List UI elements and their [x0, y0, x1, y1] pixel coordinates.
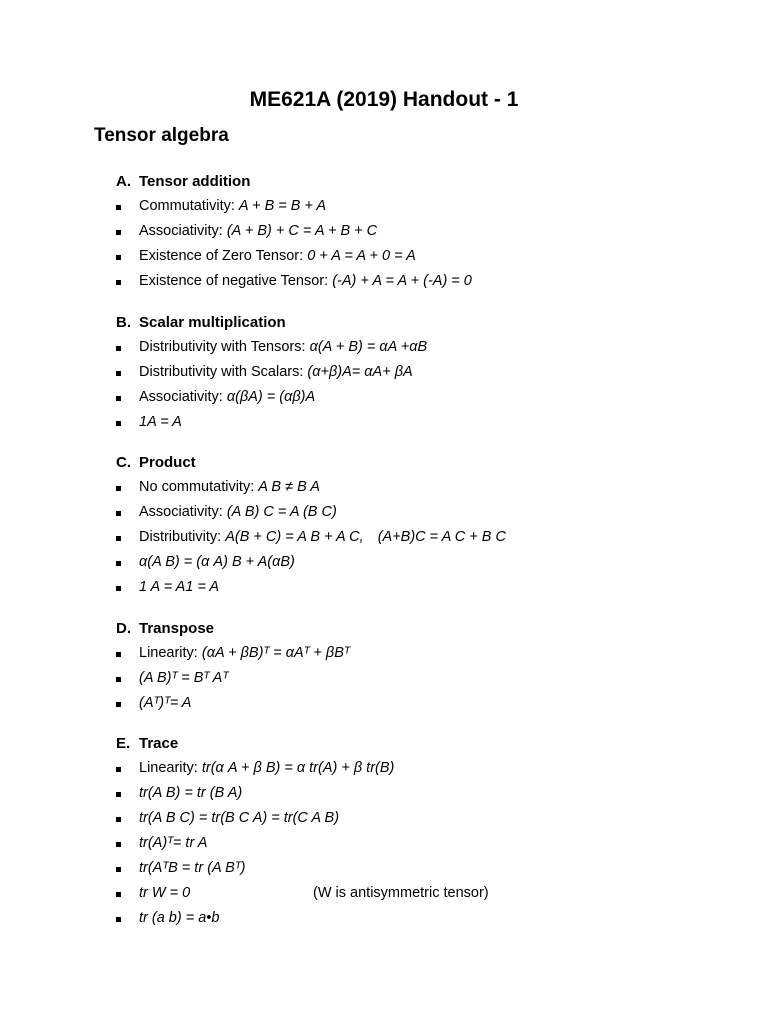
- list-item: [116, 641, 736, 666]
- item-formula: (α+β)A= αA+ βA: [307, 364, 413, 380]
- page-title: ME621A (2019) Handout - 1: [249, 88, 519, 111]
- item-formula: tr (a b) = a•b: [139, 910, 220, 926]
- section-heading-text: Trace: [139, 735, 179, 752]
- list-item: [116, 906, 736, 931]
- item-formula: (A B) C = A (B C): [226, 504, 337, 520]
- item-formula: α(A + B) = αA +αB: [309, 339, 428, 355]
- section-heading: [116, 731, 736, 756]
- item-formula: (A + B) + C = A + B + C: [226, 223, 378, 239]
- item-formula: tr W = 0: [139, 885, 191, 901]
- list-item: [116, 666, 736, 691]
- section-heading: [116, 450, 736, 475]
- item-label: Distributivity with Scalars:: [139, 364, 308, 380]
- list-item: [116, 575, 736, 600]
- item-formula: 1 A = A1 = A: [139, 579, 220, 595]
- list-item: [116, 335, 736, 360]
- list-item: [116, 781, 736, 806]
- item-formula: (αA + βB)ᵀ = αAᵀ + βBᵀ: [201, 645, 350, 661]
- item-note: (W is antisymmetric tensor): [313, 885, 489, 901]
- item-formula: tr(A)ᵀ= tr A: [139, 835, 208, 851]
- section-tensor-addition: [116, 169, 736, 294]
- section-product: [116, 450, 736, 600]
- item-label: Associativity:: [139, 223, 227, 239]
- item-label: Linearity:: [139, 645, 202, 661]
- section-letter: C.: [116, 454, 131, 471]
- section-heading-text: Tensor addition: [139, 173, 251, 190]
- list-item: [116, 691, 736, 716]
- item-formula: tr(AᵀB = tr (A Bᵀ): [139, 860, 246, 876]
- item-formula: tr(A B C) = tr(B C A) = tr(C A B): [139, 810, 340, 826]
- list-item: [116, 831, 736, 856]
- list-item: [116, 550, 736, 575]
- section-title: Tensor algebra: [94, 125, 229, 146]
- list-item: [116, 244, 736, 269]
- list-item: [116, 475, 736, 500]
- item-label: Associativity:: [139, 389, 227, 405]
- item-label: No commutativity:: [139, 479, 259, 495]
- list-item: [116, 525, 736, 550]
- item-label: Existence of Zero Tensor:: [139, 248, 308, 264]
- section-letter: E.: [116, 735, 131, 752]
- list-item: [116, 856, 736, 881]
- list-item: [116, 360, 736, 385]
- section-transpose: [116, 616, 736, 716]
- list-item: [116, 194, 736, 219]
- section-scalar-multiplication: [116, 310, 736, 435]
- item-formula: α(A B) = (α A) B + A(αB): [139, 554, 295, 570]
- list-item: [116, 219, 736, 244]
- item-formula: A + B = B + A: [238, 198, 327, 214]
- item-formula: (Aᵀ)ᵀ= A: [139, 695, 192, 711]
- section-letter: B.: [116, 314, 131, 331]
- section-letter: A.: [116, 173, 131, 190]
- item-formula-extra: (A+B)C = A C + B C: [377, 529, 506, 545]
- item-formula: 1A = A: [139, 414, 182, 430]
- list-item: [116, 385, 736, 410]
- list-item: [116, 410, 736, 435]
- item-label: Commutativity:: [139, 198, 239, 214]
- section-heading-text: Product: [139, 454, 196, 471]
- item-formula: α(βA) = (αβ)A: [226, 389, 316, 405]
- item-formula: 0 + A = A + 0 = A: [307, 248, 416, 264]
- section-heading: [116, 616, 736, 641]
- item-label: Distributivity:: [139, 529, 226, 545]
- list-item: [116, 269, 736, 294]
- item-label: Distributivity with Tensors:: [139, 339, 310, 355]
- list-item: [116, 881, 736, 906]
- section-heading-text: Scalar multiplication: [139, 314, 286, 331]
- item-label: Existence of negative Tensor:: [139, 273, 333, 289]
- section-trace: [116, 731, 736, 931]
- section-letter: D.: [116, 620, 131, 637]
- item-formula: A B ≠ B A: [258, 479, 320, 495]
- item-formula: (A B)ᵀ = Bᵀ Aᵀ: [139, 670, 229, 686]
- item-formula: tr(A B) = tr (B A): [139, 785, 243, 801]
- item-label: Associativity:: [139, 504, 227, 520]
- list-item: [116, 756, 736, 781]
- section-heading: [116, 310, 736, 335]
- item-formula: (-A) + A = A + (-A) = 0: [332, 273, 472, 289]
- item-formula: A(B + C) = A B + A C,: [225, 529, 364, 545]
- section-heading: [116, 169, 736, 194]
- item-label: Linearity:: [139, 760, 202, 776]
- item-formula: tr(α A + β B) = α tr(A) + β tr(B): [201, 760, 395, 776]
- list-item: [116, 500, 736, 525]
- section-heading-text: Transpose: [139, 620, 215, 637]
- list-item: [116, 806, 736, 831]
